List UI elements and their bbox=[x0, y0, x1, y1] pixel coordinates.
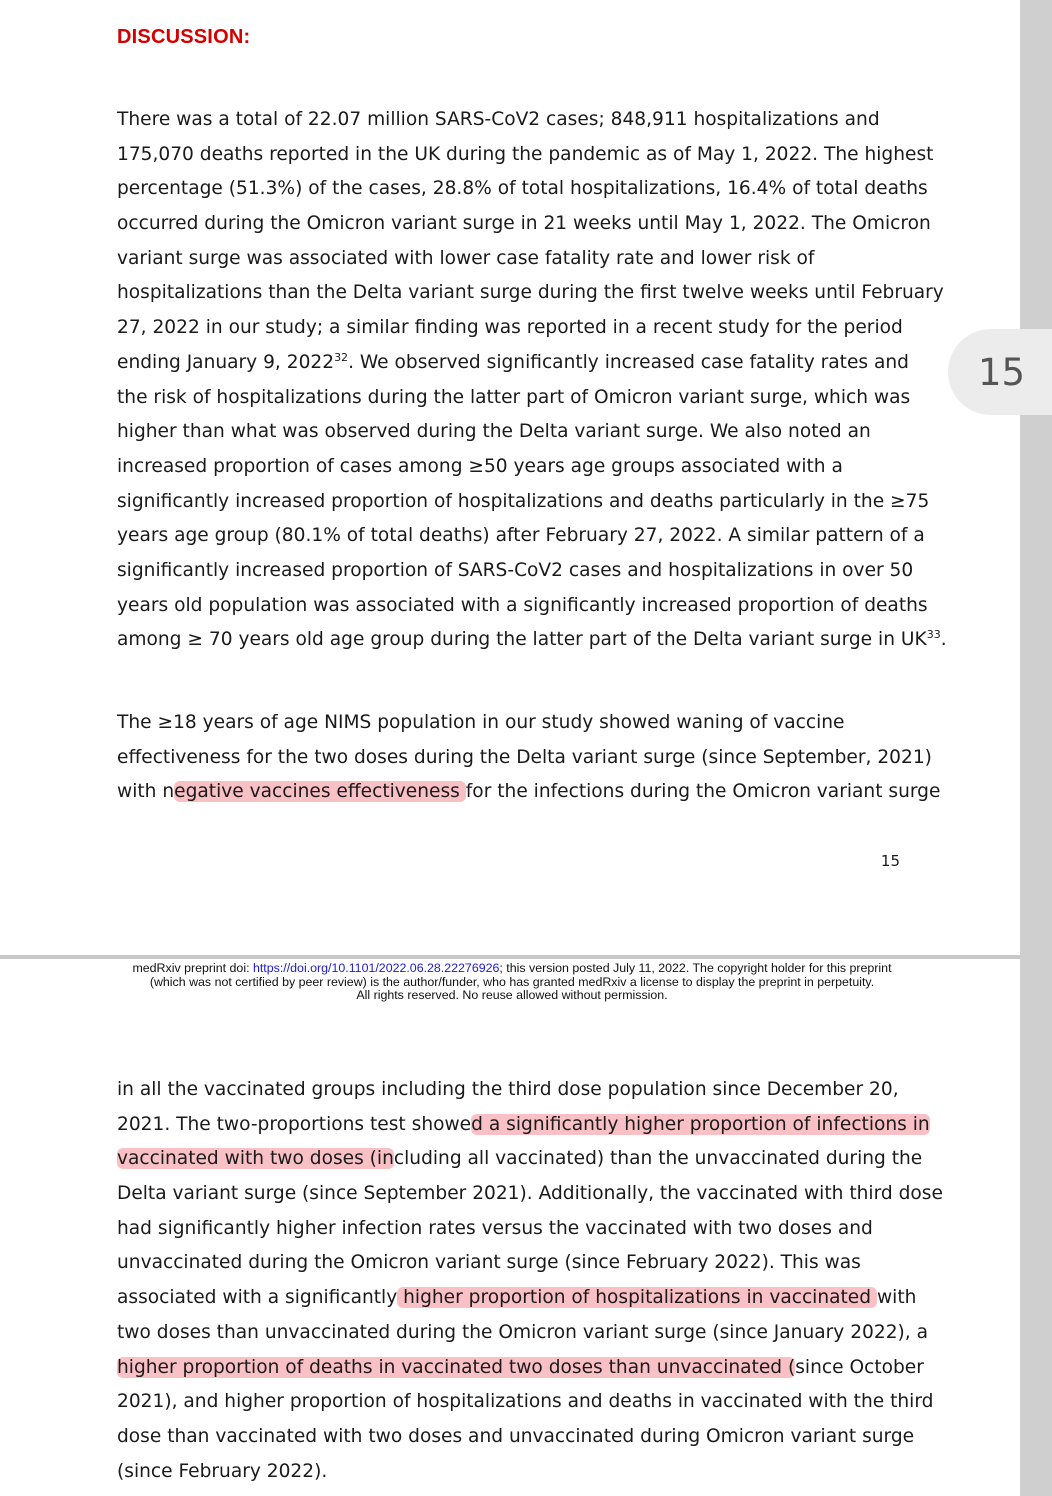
text-line bbox=[117, 346, 917, 381]
text-run: . We observed significantly increased case fatality rates and bbox=[348, 351, 909, 373]
text-line: variant surge was associated with lower case fatality rate and lower risk of bbox=[117, 247, 815, 269]
citation-superscript: 32 bbox=[334, 350, 349, 364]
citation-superscript: 33 bbox=[926, 628, 941, 642]
text-run: since October bbox=[795, 1356, 924, 1378]
text-run: associated with a significantly bbox=[117, 1287, 398, 1309]
text-line bbox=[117, 623, 947, 658]
page-indicator-badge: 15 bbox=[948, 329, 1052, 415]
text-line: hospitalizations than the Delta variant surge during the first twelve weeks until February bbox=[117, 282, 944, 304]
highlight-annotation[interactable]: vaccinated with two doses (in bbox=[117, 1148, 394, 1170]
text-line: 2021), and higher proportion of hospitalizations and deaths in vaccinated with the third bbox=[117, 1391, 934, 1413]
text-line: effectiveness for the two doses during the Delta variant surge (since September, 2021) bbox=[117, 746, 932, 768]
medrxiv-banner bbox=[90, 962, 934, 1003]
text-line bbox=[117, 1281, 917, 1316]
banner-line-2: (which was not certified by peer review) is the author/funder, who has granted medRxiv a license to display the preprint in perpetuity. bbox=[149, 974, 875, 989]
text-run: ending January 9, 2022 bbox=[117, 351, 335, 373]
discussion-paragraph-2-cont bbox=[117, 1073, 943, 1489]
vertical-scrollbar[interactable] bbox=[1020, 0, 1052, 1496]
highlight-annotation[interactable]: d a significantly higher proportion of infections in bbox=[471, 1113, 930, 1135]
text-line bbox=[117, 775, 941, 810]
text-line: unvaccinated during the Omicron variant surge (since February 2022). This was bbox=[117, 1252, 861, 1274]
text-line: 27, 2022 in our study; a similar finding was reported in a recent study for the period bbox=[117, 317, 903, 339]
text-line: years age group (80.1% of total deaths) after February 27, 2022. A similar pattern of a bbox=[117, 525, 925, 547]
text-line: The ≥18 years of age NIMS population in our study showed waning of vaccine bbox=[117, 712, 845, 733]
text-line: significantly increased proportion of SARS-CoV2 cases and hospitalizations in over 50 bbox=[117, 559, 914, 581]
text-line: significantly increased proportion of hospitalizations and deaths particularly in the ≥75 bbox=[117, 490, 930, 512]
banner-text: medRxiv preprint doi: bbox=[132, 961, 253, 975]
text-run: 2021. The two-proportions test showe bbox=[117, 1113, 472, 1135]
text-line bbox=[117, 1142, 923, 1177]
banner-line-3: All rights reserved. No reuse allowed without permission. bbox=[356, 988, 668, 1003]
text-line: higher than what was observed during the Delta variant surge. We also noted an bbox=[117, 421, 871, 443]
text-line: two doses than unvaccinated during the Omicron variant surge (since January 2022), a bbox=[117, 1321, 928, 1343]
text-line: occurred during the Omicron variant surge in 21 weeks until May 1, 2022. The Omicron bbox=[117, 213, 931, 235]
page-divider bbox=[0, 955, 1020, 959]
text-line: had significantly higher infection rates versus the vaccinated with two doses and bbox=[117, 1217, 873, 1239]
text-line: There was a total of 22.07 million SARS-CoV2 cases; 848,911 hospitalizations and bbox=[117, 109, 880, 130]
text-line bbox=[117, 1351, 924, 1386]
page-number: 15 bbox=[880, 852, 900, 870]
highlight-annotation[interactable]: higher proportion of hospitalizations in vaccinated bbox=[397, 1287, 877, 1309]
text-run: with bbox=[876, 1287, 917, 1309]
banner-text: ; this version posted July 11, 2022. The copyright holder for this preprint bbox=[499, 961, 892, 975]
text-line: in all the vaccinated groups including the third dose population since December 20, bbox=[117, 1079, 899, 1100]
doi-link[interactable]: https://doi.org/10.1101/2022.06.28.22276926 bbox=[252, 961, 500, 975]
discussion-paragraph-2 bbox=[117, 706, 941, 810]
text-line: Delta variant surge (since September 2021). Additionally, the vaccinated with third dose bbox=[117, 1183, 943, 1205]
text-line: dose than vaccinated with two doses and unvaccinated during Omicron variant surge bbox=[117, 1425, 915, 1447]
text-run: among ≥ 70 years old age group during the latter part of the Delta variant surge in UK bbox=[117, 629, 927, 651]
discussion-paragraph-1 bbox=[117, 103, 947, 658]
text-run: . bbox=[940, 629, 947, 651]
text-line: increased proportion of cases among ≥50 years age groups associated with a bbox=[117, 455, 843, 477]
text-run: cluding all vaccinated) than the unvaccinated during the bbox=[393, 1148, 923, 1170]
text-run: with n bbox=[117, 781, 175, 803]
text-line: (since February 2022). bbox=[117, 1460, 328, 1482]
text-run: for the infections during the Omicron variant surge bbox=[465, 781, 941, 803]
text-line: the risk of hospitalizations during the latter part of Omicron variant surge, which was bbox=[117, 386, 911, 408]
text-line bbox=[117, 1108, 930, 1143]
text-line: 175,070 deaths reported in the UK during the pandemic as of May 1, 2022. The highest bbox=[117, 143, 934, 165]
highlight-annotation[interactable]: egative vaccines effectiveness bbox=[174, 781, 466, 803]
highlight-annotation[interactable]: higher proportion of deaths in vaccinated two doses than unvaccinated ( bbox=[117, 1356, 796, 1378]
text-line: years old population was associated with a significantly increased proportion of deaths bbox=[117, 594, 928, 616]
banner-line-1 bbox=[90, 962, 934, 976]
text-line: percentage (51.3%) of the cases, 28.8% of total hospitalizations, 16.4% of total deaths bbox=[117, 178, 928, 200]
section-heading-discussion: DISCUSSION: bbox=[117, 26, 251, 48]
